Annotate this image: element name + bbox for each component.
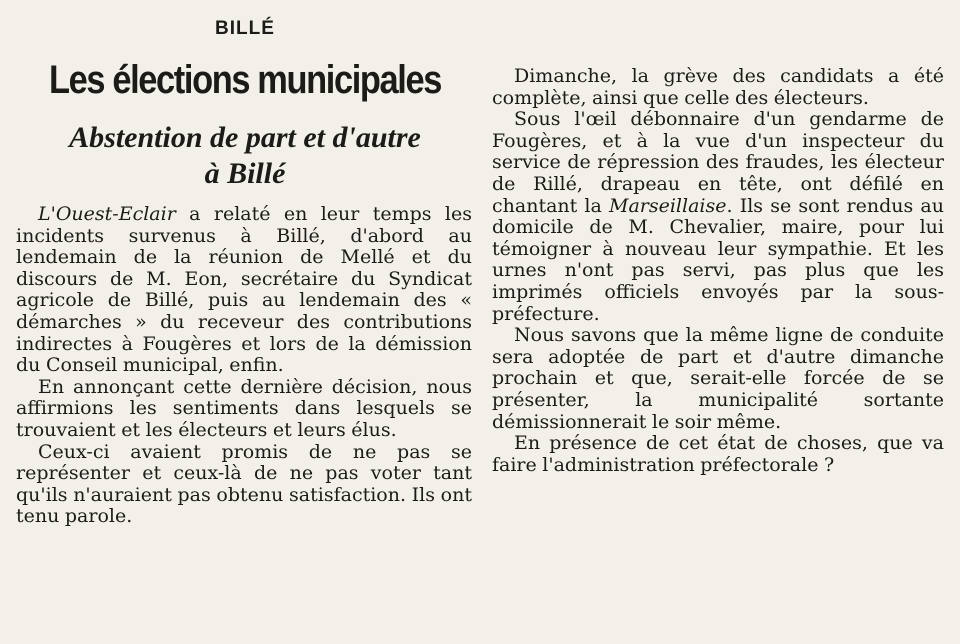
paragraph-5-text-a: Sous l'œil débonnaire d'un gendarme de Fougères, et à la vue d'un inspecteur du service de répression des fraudes, les électeur de Rillé, drapeau en tête, ont défilé en chantant la (492, 108, 944, 217)
subheadline-line-2: à Billé (204, 157, 286, 190)
paragraph-5 (492, 109, 944, 325)
paragraph-1 (16, 204, 472, 377)
paragraph-6: Nous savons que la même ligne de conduite sera adoptée de part et d'autre dimanche prochain et que, serait-elle forcée de se présenter, la municipalité sortante démissionnerait le soir même. (492, 324, 944, 433)
subheadline-line-1: Abstention de part et d'autre (69, 121, 421, 154)
headline: Les élections municipales (49, 58, 441, 102)
paragraph-1-text: a relaté en leur temps les incidents survenus à Billé, d'abord au lendemain de la réunion de Mellé et du discours de M. Eon, secrétaire du Syndicat agricole de Billé, puis au lendemain des « démarches » du receveur des contributions indirectes à Fougères et lors de la démission du Conseil municipal, enfin. (16, 203, 472, 377)
article-column-right (492, 66, 944, 476)
subheadline (0, 120, 490, 192)
paragraph-3: Ceux-ci avaient promis de ne pas se représenter et ceux-là de ne pas voter tant qu'ils n'auraient pas obtenu satisfaction. Ils ont tenu parole. (16, 440, 472, 528)
paragraph-7: En présence de cet état de choses, que va faire l'administration préfectorale ? (492, 432, 944, 476)
article-column-left (16, 204, 472, 528)
song-title: Marseillaise (609, 194, 727, 217)
dateline: BILLÉ (215, 18, 275, 39)
newspaper-name: L'Ouest-Eclair (38, 203, 176, 225)
paragraph-5-text-b: . Ils se sont rendus au domicile de M. Chevalier, maire, pour lui témoigner à nouveau leur sympathie. Et les urnes n'ont pas servi, pas plus que les imprimés officiels envoyés par la sous-préfecture. (492, 194, 944, 325)
paragraph-4: Dimanche, la grève des candidats a été complète, ainsi que celle des électeurs. (492, 65, 944, 109)
paragraph-2: En annonçant cette dernière décision, nous affirmions les sentiments dans lesquels se trouvaient et les électeurs et leurs élus. (16, 375, 472, 441)
